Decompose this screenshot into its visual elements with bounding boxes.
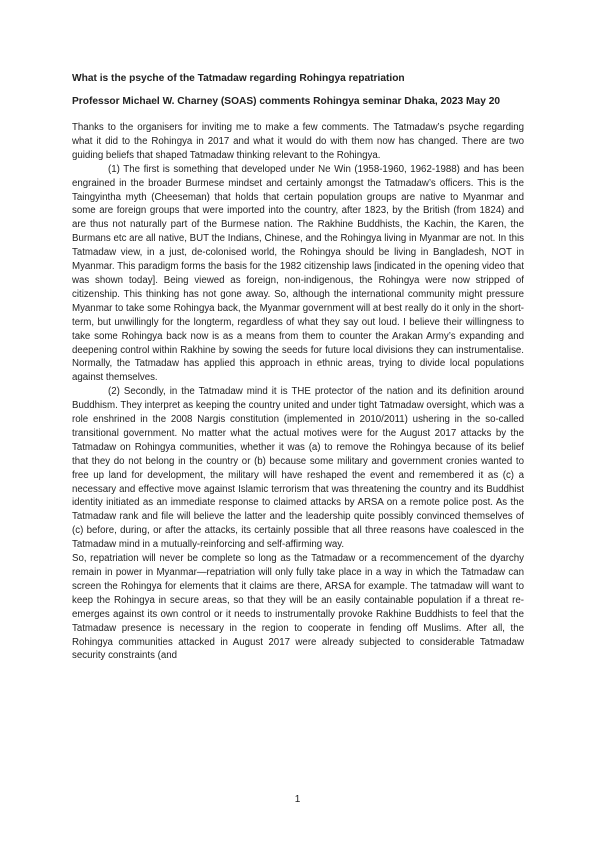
- document-title: What is the psyche of the Tatmadaw regarding Rohingya repatriation: [72, 73, 405, 84]
- paragraph-intro: Thanks to the organisers for inviting me to make a few comments. The Tatmadaw’s psyche regarding what it did to the Rohingya in 2017 and what it would do with them now has changed. There are two guiding beliefs that shaped Tatmadaw thinking relevant to the Rohingya.: [72, 122, 524, 161]
- page-number: 1: [294, 794, 301, 805]
- document-page: [72, 72, 524, 663]
- paragraph-point-1: (1) The first is something that developed under Ne Win (1958-1960, 1962-1988) and has been engrained in the broader Burmese mindset and certainly amongst the Tatmadaw’s officers. This is the Taingyintha myth (Cheeseman) that holds that certain population groups are native to Myanmar and some are foreign groups that were imported into the country, after 1823, by the British (from 1824) and are thus not naturally part of the Burmese nation. The Rakhine Buddhists, the Kachin, the Karen, the Burmans etc are all native, BUT the Indians, Chinese, and the Rohingya living in Myanmar are not. In this Tatmadaw view, in a just, de-colonised world, the Rohingya should be living in Bangladesh, NOT in Myanmar. This paradigm forms the basis for the 1982 citizenship laws [indicated in the opening video that was shown today]. Being viewed as foreign, non-indigenous, the Rohingya were now stripped of citizenship. This thinking has not gone away. So, although the international community might pressure Myanmar to take some Rohingya back, the Myanmar government will at best really do it only in the short-term, but unwillingly for the longterm, regardless of what they say out loud. I believe their willingness to take some Rohingya back now is as a means from them to counter the Arakan Army’s expanding and deepening control within Rakhine by sowing the seeds for future local divisions they can instrumentalise. Normally, the Tatmadaw has applied this approach in ethnic areas, trying to divide local populations against themselves.: [72, 163, 524, 384]
- paragraph-point-2: (2) Secondly, in the Tatmadaw mind it is THE protector of the nation and its definition around Buddhism. They interpret as keeping the country united and under tight Tatmadaw oversight, which was a role enshrined in the 2008 Nargis constitution (implemented in 2010/2011) ushering in the so-called transitional government. No matter what the actual motives were for the August 2017 attacks by the Tatmadaw on Rohingya communities, whether it was (a) to remove the Rohingya because of its belief that they do not belong in the country or (b) because some military and government cronies wanted to free up land for development, the military will have reshaped the event and remembered it as (c) a necessary and effective move against Islamic terrorism that was threatening the country and its Buddhist identity initiated as an immediate response to claimed attacks by ARSA on a remote police post. As the Tatmadaw rank and file will believe the latter and the leadership quite possibly convinced themselves of (c) before, during, or after the attacks, its certainly possible that all three reasons have coalesced in the Tatmadaw mind in a mutually-reinforcing and self-affirming way.: [72, 386, 524, 551]
- document-subtitle: Professor Michael W. Charney (SOAS) comments Rohingya seminar Dhaka, 2023 May 20: [72, 96, 501, 107]
- paragraph-repatriation: So, repatriation will never be complete so long as the Tatmadaw or a recommencement of the dyarchy remain in power in Myanmar—repatriation will only fully take place in a way in which the Tatmadaw can screen the Rohingya for elements that it claims are there, ARSA for example. The tatmadaw will want to keep the Rohingya in secure areas, so that they will be an easily containable population if a threat re-emerges against its own control or it needs to instrumentally provoke Rakhine Buddhists to feel that the Tatmadaw presence is necessary in the region to cooperate in fending off Muslims. After all, the Rohingya communities attacked in August 2017 were already subjected to considerable Tatmadaw security constraints (and: [72, 553, 524, 662]
